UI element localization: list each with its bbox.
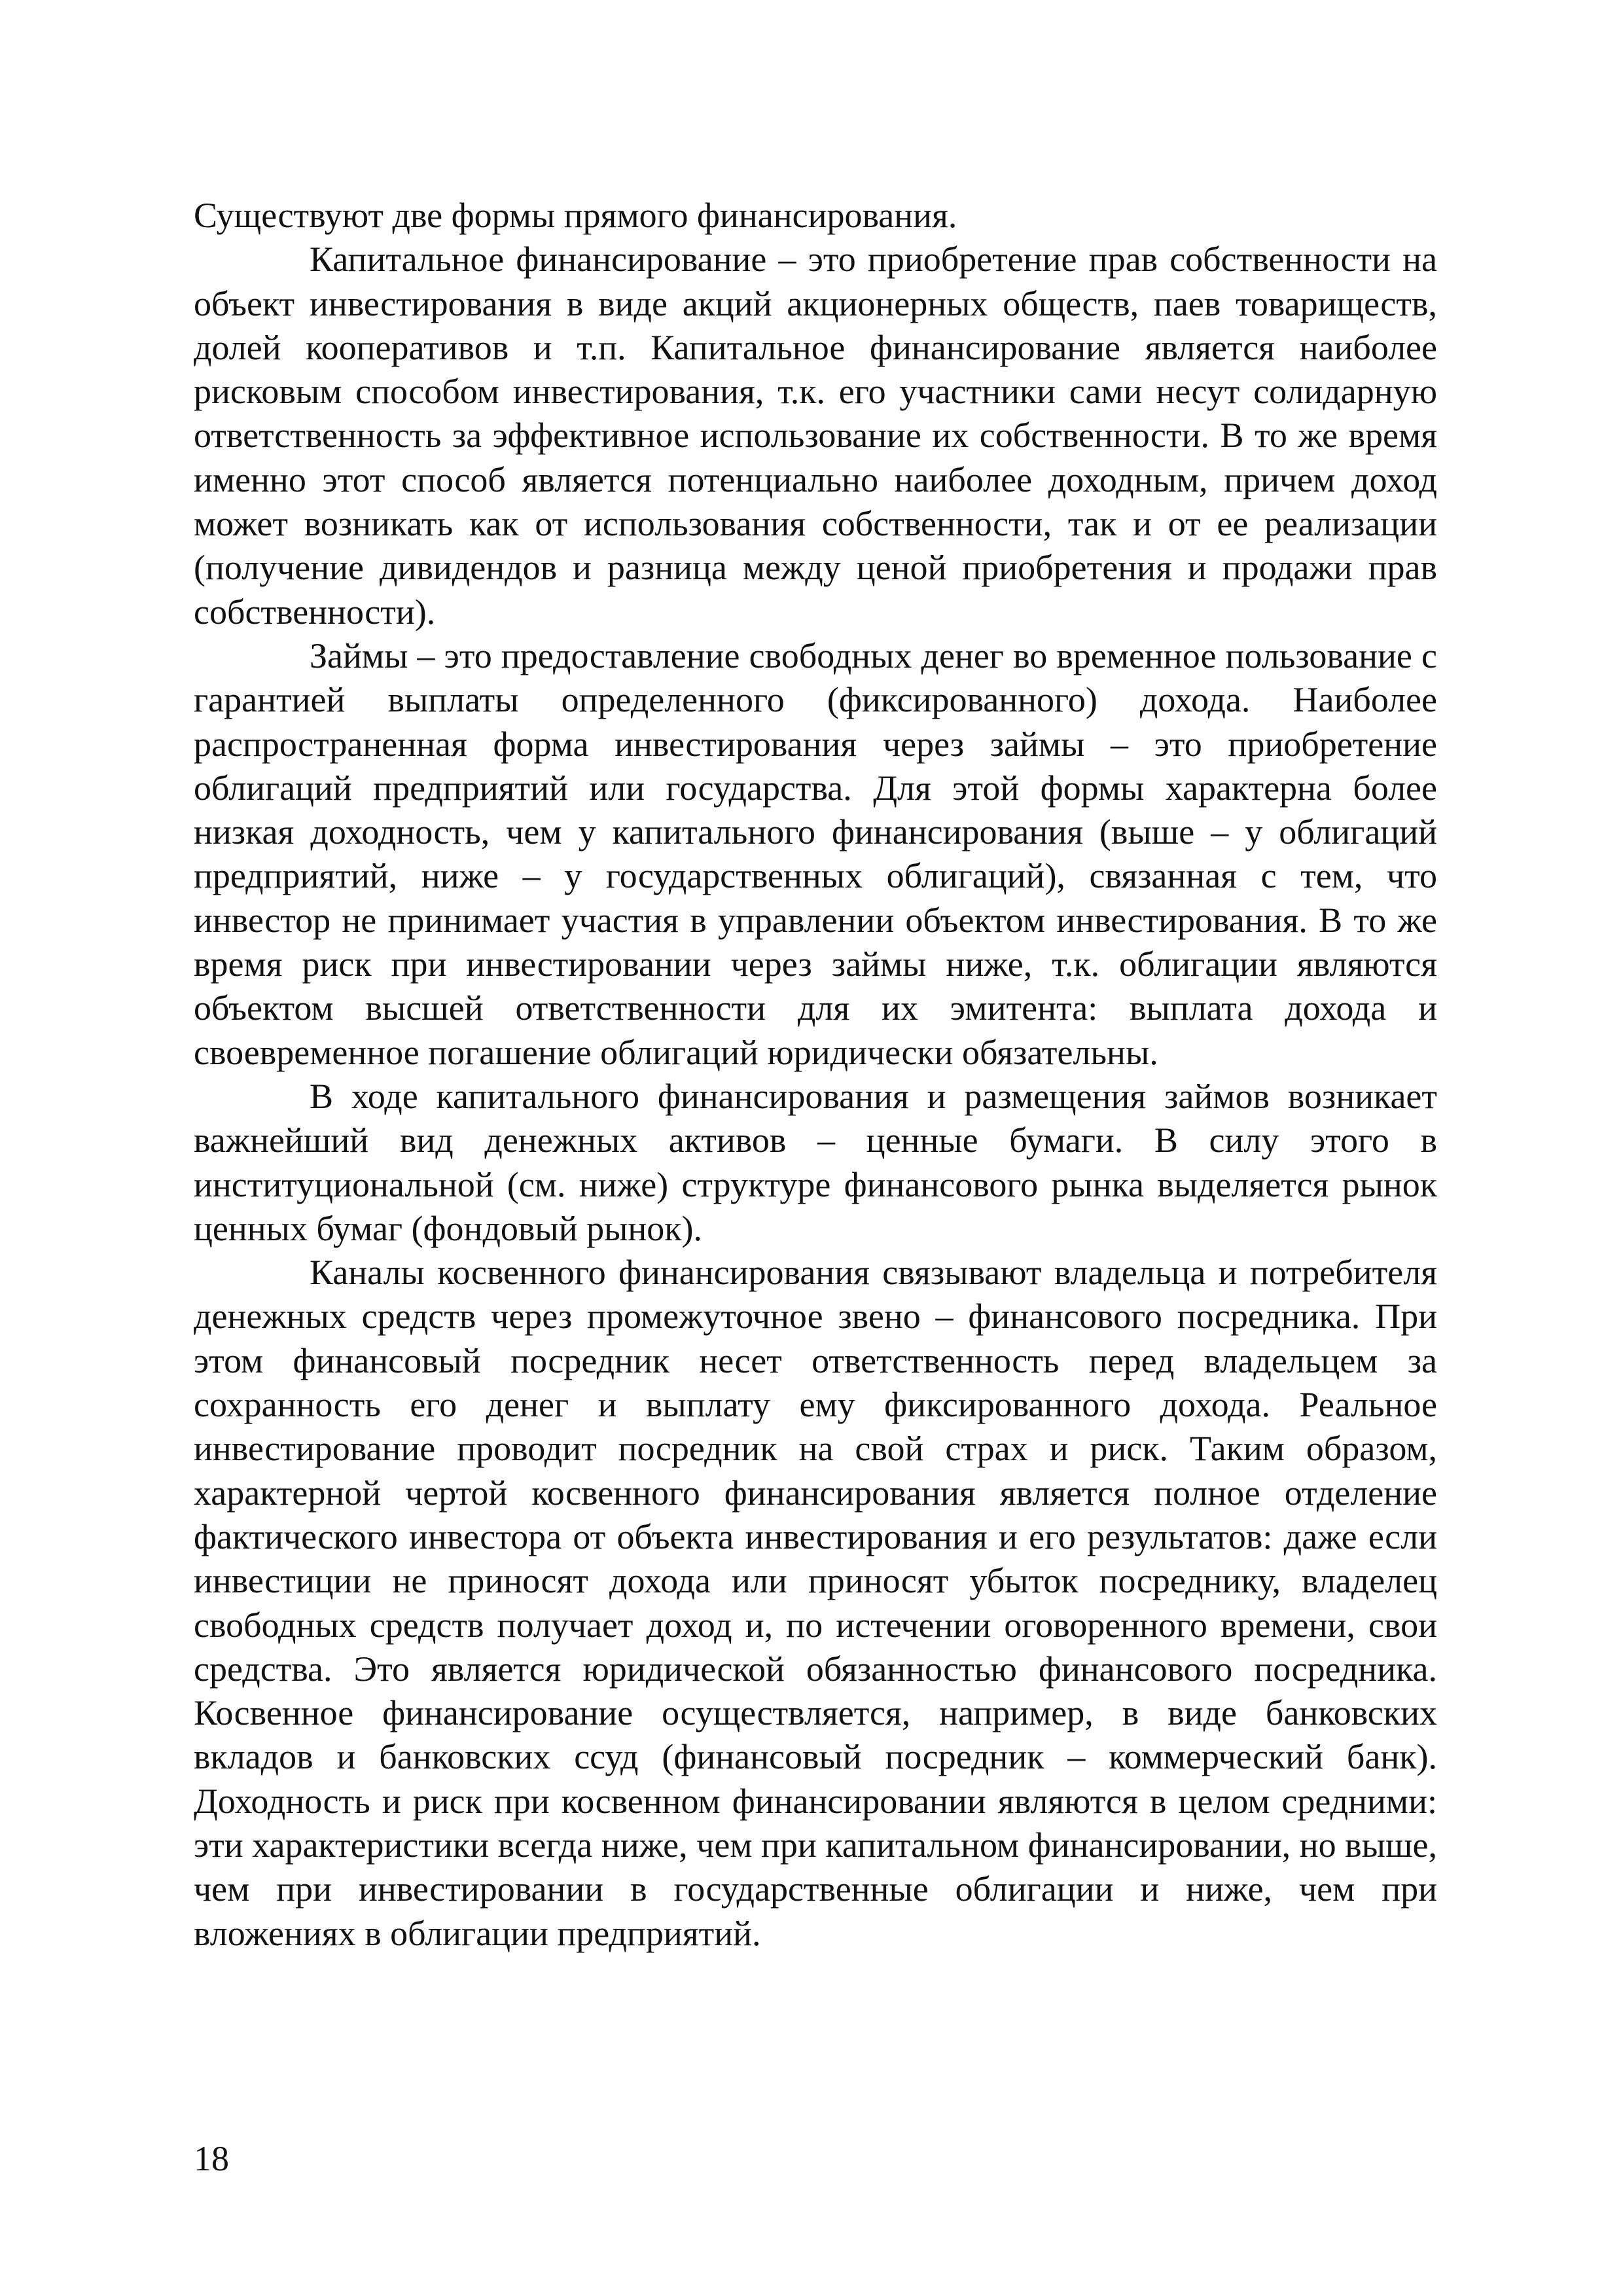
paragraph-indirect-financing: Каналы косвенного финансирования связывают владельца и потребителя денежных средств через промежуточное звено – финансового посредника. При этом финансовый посредник несет ответственность перед владельцем за сохранность его денег и выплату ему фиксированного дохода. Реальное инвестирование проводит посредник на свой страх и риск. Таким образом, характерной чертой косвенного финансирования является полное отделение фактического инвестора от объекта инвестирования и его результатов: даже если инвестиции не приносят дохода или приносят убыток посреднику, владелец свободных средств получает доход и, по истечении оговоренного времени, свои средства. Это является юридической обязанностью финансового посредника. Косвенное финансирование осуществляется, например, в виде банковских вкладов и банковских ссуд (финансовый посредник – коммерческий банк). Доходность и риск при косвенном финансировании являются в целом средними: эти характеристики всегда ниже, чем при капитальном финансировании, но выше, чем при инвестировании в государственные облигации и ниже, чем при вложениях в облигации предприятий. (194, 1253, 1437, 1953)
paragraph-loans: Займы – это предоставление свободных денег во временное пользование с гарантией выплаты определенного (фиксированного) дохода. Наиболее распространенная форма инвестирования через займы – это приобретение облигаций предприятий или государства. Для этой формы характерна более низкая доходность, чем у капитального финансирования (выше – у облигаций предприятий, ниже – у государственных облигаций), связанная с тем, что инвестор не принимает участия в управлении объектом инвестирования. В то же время риск при инвестировании через займы ниже, т.к. облигации являются объектом высшей ответственности для их эмитента: выплата дохода и своевременное погашение облигаций юридически обязательны. (194, 636, 1437, 1072)
page-number: 18 (194, 2139, 229, 2178)
body-text (194, 194, 1437, 1956)
paragraph-capital-financing: Капитальное финансирование – это приобретение прав собственности на объект инвестирования в виде акций акционерных обществ, паев товариществ, долей кооперативов и т.п. Капитальное финансирование является наиболее рисковым способом инвестирования, т.к. его участники сами несут солидарную ответственность за эффективное использование их собственности. В то же время именно этот способ является потенциально наиболее доходным, причем доход может возникать как от использования собственности, так и от ее реализации (получение дивидендов и разница между ценой приобретения и продажи прав собственности). (194, 240, 1437, 632)
paragraph-securities: В ходе капитального финансирования и размещения займов возникает важнейший вид денежных активов – ценные бумаги. В силу этого в институциональной (см. ниже) структуре финансового рынка выделяется рынок ценных бумаг (фондовый рынок). (194, 1076, 1437, 1248)
paragraph-intro: Существуют две формы прямого финансирования. (194, 196, 957, 235)
